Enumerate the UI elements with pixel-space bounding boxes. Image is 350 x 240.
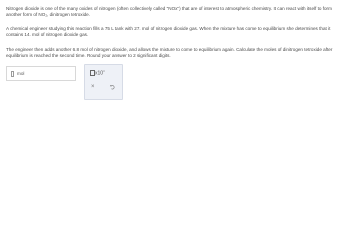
problem-paragraph-3: The engineer then adds another 6.8 mol of nitrogen dioxide, and allows the mixture to come to equilibrium again. Calculate the moles of dinitrogen tetroxide after equilibrium is reached the second time. Round your answer to 2 significant digits. [6, 47, 333, 59]
answer-unit: mol [17, 70, 25, 76]
scientific-notation-button[interactable] [90, 69, 105, 77]
sci-base-label: x10 [95, 70, 104, 77]
problem-paragraph-1: Nitrogen dioxide is one of the many oxides of nitrogen (often collectively called "NOx") that are of interest to atmospheric chemistry. It can react with itself to form another form of NO₂, dinitrogen tetroxide. [6, 6, 332, 18]
answer-field-container [6, 66, 76, 81]
clear-button[interactable]: × [91, 84, 95, 90]
exponent-placeholder-icon: □ [103, 69, 105, 73]
undo-icon[interactable] [109, 84, 115, 90]
problem-paragraph-2: A chemical engineer studying this reaction fills a 75 L tank with 27. mol of nitrogen dioxide gas. When the mixture has come to equilibrium she determines that it contains 14. mol of nitrogen dioxide gas. [6, 26, 331, 38]
answer-input[interactable] [11, 71, 14, 77]
answer-tools-panel [84, 64, 123, 100]
